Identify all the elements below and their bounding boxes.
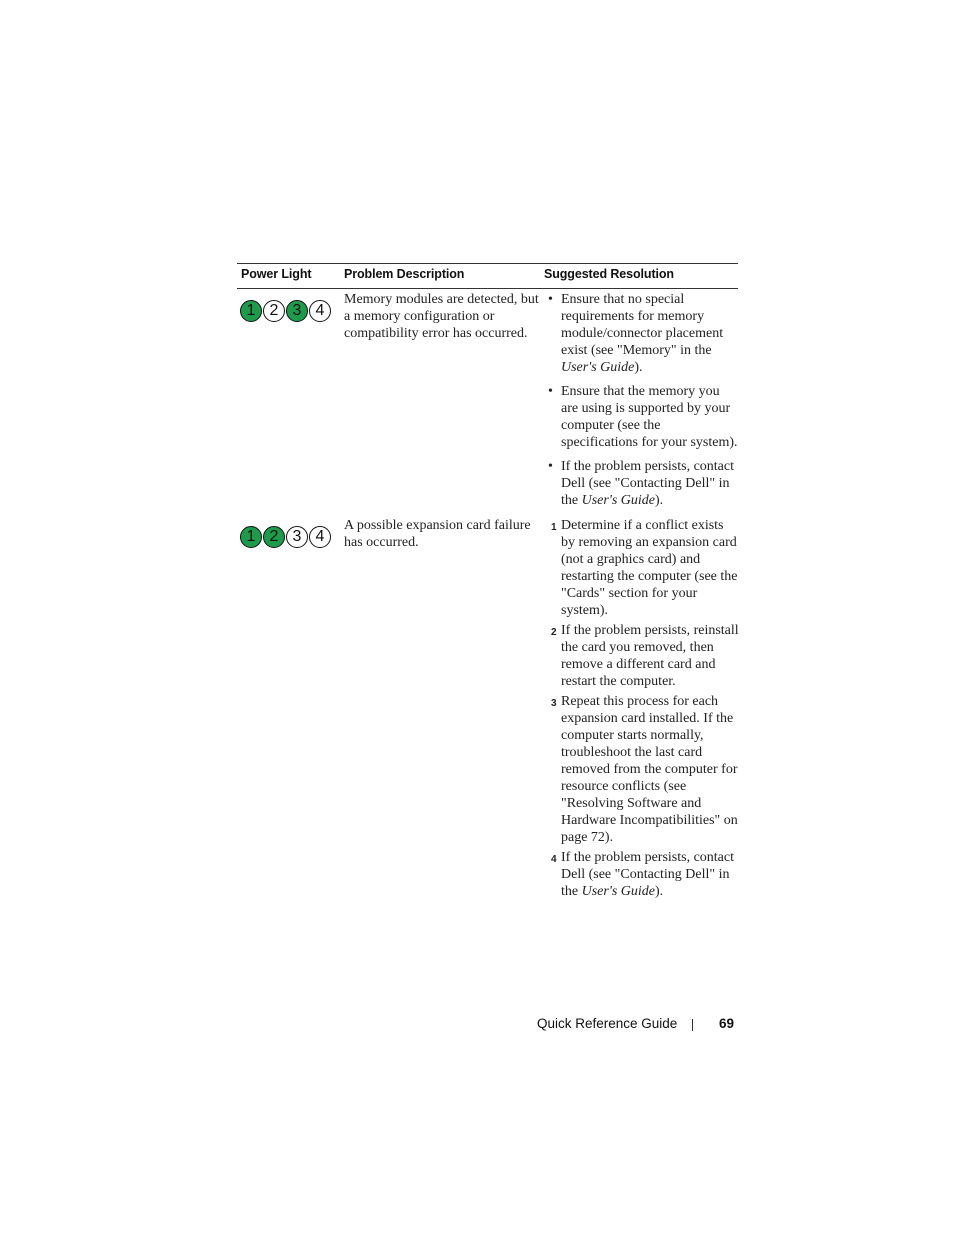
light-2-icon: 2 [263, 300, 285, 322]
problem-description-row-1: Memory modules are detected, but a memory configuration or compatibility error has occurred. [344, 292, 539, 341]
light-3-icon: 3 [286, 300, 308, 322]
header-power-light: Power Light [241, 267, 312, 281]
header-suggested-resolution: Suggested Resolution [544, 267, 674, 281]
resolution-step: 1 Determine if a conflict exists by removing an expansion card (not a graphics card) and restarting the computer (see the "Cards" section for your system). [551, 518, 738, 618]
table-top-rule [237, 263, 738, 264]
resolution-step: 3 Repeat this process for each expansion card installed. If the computer starts normally, troubleshoot the last card removed from the computer for resource conflicts (see "Resolving Software and Hardware Incompatibilities" on page 72). [551, 694, 738, 845]
footer-guide-title: Quick Reference Guide [537, 1016, 678, 1031]
light-4-icon: 4 [309, 526, 331, 548]
power-lights-row-2 [240, 526, 331, 548]
light-2-icon: 2 [263, 526, 285, 548]
problem-description-row-2: A possible expansion card failure has occurred. [344, 518, 531, 550]
resolution-step: 4 If the problem persists, contact Dell (see "Contacting Dell" in the User's Guide). [551, 850, 735, 899]
light-1-icon: 1 [240, 300, 262, 322]
table-header-rule [237, 288, 738, 289]
header-problem-description: Problem Description [344, 267, 465, 281]
footer-page-number: 69 [719, 1016, 735, 1031]
resolution-item: • Ensure that the memory you are using is supported by your computer (see the specifications for your system). [544, 383, 739, 451]
resolution-list-row-1 [544, 291, 739, 516]
resolution-item: • Ensure that no special requirements for memory module/connector placement exist (see "Memory" in the User's Guide). [544, 291, 739, 376]
resolution-step: 2 If the problem persists, reinstall the card you removed, then remove a different card and restart the computer. [551, 623, 739, 689]
light-3-icon: 3 [286, 526, 308, 548]
resolution-item: • If the problem persists, contact Dell (see "Contacting Dell" in the User's Guide). [544, 458, 739, 509]
footer-separator [692, 1019, 693, 1031]
resolution-steps-row-2 [544, 517, 739, 903]
power-lights-row-1 [240, 300, 331, 322]
light-4-icon: 4 [309, 300, 331, 322]
light-1-icon: 1 [240, 526, 262, 548]
